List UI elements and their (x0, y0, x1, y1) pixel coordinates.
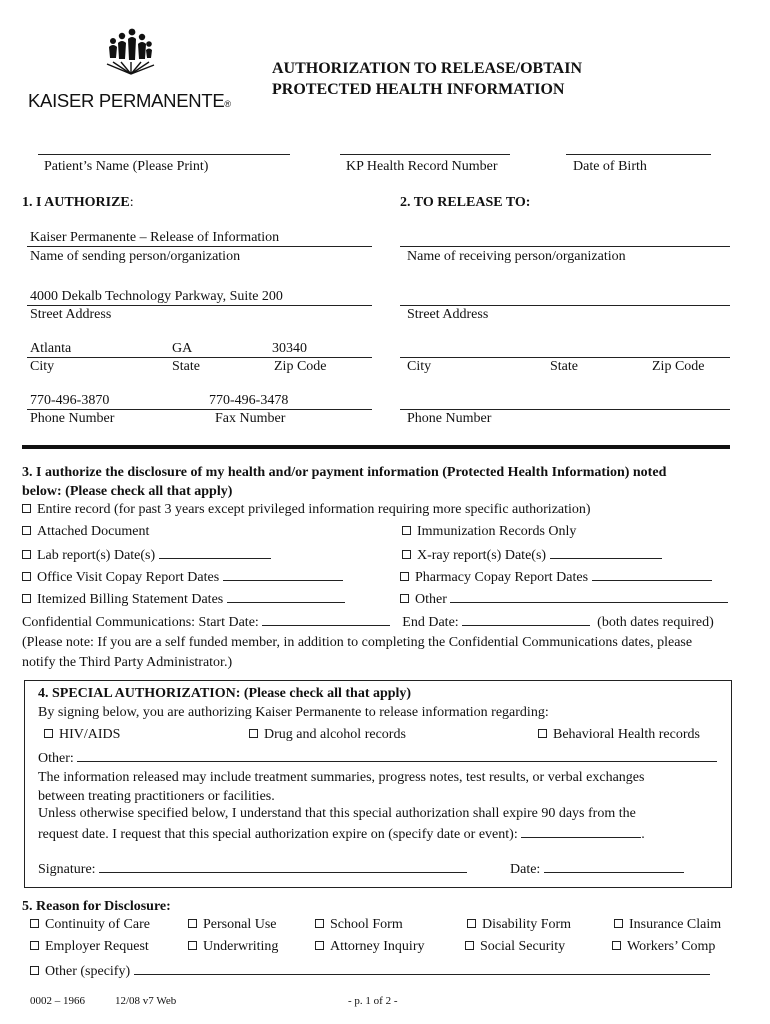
kaiser-permanente-logo-icon (103, 28, 155, 76)
section4-heading: 4. SPECIAL AUTHORIZATION: (Please check all that apply) (38, 686, 412, 701)
attorney-inquiry-checkbox[interactable] (315, 941, 324, 950)
sender-street-field[interactable] (27, 305, 372, 306)
page-number: - p. 1 of 2 - (348, 995, 398, 1007)
lab-report-dates-field[interactable] (159, 546, 271, 559)
immunization-label: Immunization Records Only (417, 524, 577, 539)
registered-mark: ® (224, 99, 231, 109)
date-of-birth-label: Date of Birth (573, 159, 647, 174)
sender-name-field[interactable] (27, 246, 372, 247)
workers-comp-checkbox[interactable] (612, 941, 621, 950)
receiver-name-label: Name of receiving person/organization (407, 249, 626, 264)
form-version: 12/08 v7 Web (115, 995, 177, 1007)
date-row (510, 860, 684, 878)
receiver-phone-label: Phone Number (407, 411, 492, 426)
section4-text-line3: Unless otherwise specified below, I understand that this special authorization shall expire 90 days from the (38, 806, 636, 821)
confidential-communications-row (22, 613, 714, 631)
behavioral-health-checkbox[interactable] (538, 729, 547, 738)
other-reason-field[interactable] (134, 962, 710, 975)
continuity-checkbox[interactable] (30, 919, 39, 928)
office-visit-checkbox[interactable] (22, 572, 31, 581)
entire-record-label: Entire record (for past 3 years except privileged information requiring more specific authorization) (37, 502, 591, 517)
sender-street-value: 4000 Dekalb Technology Parkway, Suite 200 (30, 289, 283, 304)
school-form-option[interactable] (315, 917, 403, 933)
drug-alcohol-label: Drug and alcohol records (264, 727, 406, 742)
other-records-option[interactable] (400, 590, 728, 608)
continuity-label: Continuity of Care (45, 917, 150, 932)
immunization-checkbox[interactable] (402, 526, 411, 535)
attached-document-checkbox[interactable] (22, 526, 31, 535)
conf-end-date-field[interactable] (462, 613, 590, 626)
underwriting-option[interactable] (188, 939, 278, 955)
section4-intro: By signing below, you are authorizing Kaiser Permanente to release information regarding: (38, 705, 549, 720)
other-records-checkbox[interactable] (400, 594, 409, 603)
date-label: Date: (510, 862, 541, 877)
sender-city-value: Atlanta (30, 341, 72, 356)
section1-heading-text: 1. I AUTHORIZE (22, 195, 130, 210)
attorney-inquiry-option[interactable] (315, 939, 424, 955)
form-title-line2: PROTECTED HEALTH INFORMATION (272, 81, 565, 98)
pharmacy-copay-checkbox[interactable] (400, 572, 409, 581)
form-number: 0002 – 1966 (30, 995, 85, 1007)
date-of-birth-field[interactable] (566, 154, 711, 155)
other-reason-checkbox[interactable] (30, 966, 39, 975)
itemized-billing-checkbox[interactable] (22, 594, 31, 603)
conf-end-label: End Date: (402, 615, 459, 630)
section1-heading-colon: : (129, 195, 134, 210)
patient-name-label: Patient’s Name (Please Print) (44, 159, 209, 174)
hiv-aids-option[interactable] (44, 727, 120, 743)
attached-document-option[interactable] (22, 524, 149, 540)
special-other-field[interactable] (77, 749, 717, 762)
lab-report-option[interactable] (22, 546, 271, 564)
continuity-option[interactable] (30, 917, 150, 933)
disability-form-label: Disability Form (482, 917, 572, 932)
xray-report-option[interactable] (402, 546, 662, 564)
sender-city-label: City (30, 359, 55, 374)
xray-report-checkbox[interactable] (402, 550, 411, 559)
sender-name-value: Kaiser Permanente – Release of Information (30, 230, 280, 245)
signature-label: Signature: (38, 862, 96, 877)
section4-text-line2: between treating practitioners or facilities. (38, 789, 275, 804)
other-reason-label: Other (specify) (45, 964, 131, 979)
pharmacy-copay-option[interactable] (400, 568, 712, 586)
pharmacy-copay-label: Pharmacy Copay Report Dates (415, 570, 589, 585)
section4-text-line4 (38, 825, 645, 843)
expire-request-period: . (641, 827, 645, 842)
sender-state-value: GA (172, 341, 193, 356)
sender-fax-label: Fax Number (215, 411, 286, 426)
conf-start-date-field[interactable] (262, 613, 390, 626)
hiv-aids-label: HIV/AIDS (59, 727, 121, 742)
health-record-number-field[interactable] (340, 154, 510, 155)
conf-required-note: (both dates required) (597, 615, 714, 630)
office-visit-option[interactable] (22, 568, 343, 586)
health-record-number-label: KP Health Record Number (346, 159, 498, 174)
insurance-claim-option[interactable] (614, 917, 721, 933)
section3-heading-line1: 3. I authorize the disclosure of my health and/or payment information (Protected Health Information) noted (22, 465, 667, 480)
section4-text-line1: The information released may include treatment summaries, progress notes, test results, or verbal exchanges (38, 770, 645, 785)
other-reason-option[interactable] (30, 962, 710, 980)
receiver-state-label: State (550, 359, 578, 374)
sender-zip-label: Zip Code (274, 359, 327, 374)
receiver-city-state-zip-field[interactable] (400, 357, 730, 358)
lab-report-label: Lab report(s) Date(s) (37, 548, 156, 563)
workers-comp-option[interactable] (612, 939, 715, 955)
section2-heading: 2. TO RELEASE TO: (400, 195, 531, 210)
attached-document-label: Attached Document (37, 524, 150, 539)
logo-wordmark: KAISER PERMANENTE (28, 90, 225, 111)
self-funded-note-line1: (Please note: If you are a self funded member, in addition to completing the Confidential Communications dates, please (22, 635, 693, 650)
drug-alcohol-option[interactable] (249, 727, 406, 743)
disability-form-checkbox[interactable] (467, 919, 476, 928)
receiver-zip-label: Zip Code (652, 359, 705, 374)
behavioral-health-label: Behavioral Health records (553, 727, 700, 742)
disability-form-option[interactable] (467, 917, 571, 933)
section3-heading-line2: below: (Please check all that apply) (22, 484, 233, 499)
self-funded-note-line2: notify the Third Party Administrator.) (22, 655, 233, 670)
insurance-claim-checkbox[interactable] (614, 919, 623, 928)
date-field[interactable] (544, 860, 684, 873)
expire-request-text: request date. I request that this special authorization expire on (specify date or event): (38, 827, 518, 842)
personal-use-checkbox[interactable] (188, 919, 197, 928)
lab-report-checkbox[interactable] (22, 550, 31, 559)
xray-report-dates-field[interactable] (550, 546, 662, 559)
signature-field[interactable] (99, 860, 467, 873)
itemized-billing-dates-field[interactable] (227, 590, 345, 603)
other-records-field[interactable] (450, 590, 728, 603)
receiver-city-label: City (407, 359, 432, 374)
social-security-checkbox[interactable] (465, 941, 474, 950)
sender-state-label: State (172, 359, 200, 374)
expiration-field[interactable] (521, 825, 641, 838)
insurance-claim-label: Insurance Claim (629, 917, 722, 932)
patient-name-field[interactable] (38, 154, 290, 155)
hiv-aids-checkbox[interactable] (44, 729, 53, 738)
underwriting-label: Underwriting (203, 939, 279, 954)
underwriting-checkbox[interactable] (188, 941, 197, 950)
employer-request-option[interactable] (30, 939, 149, 955)
behavioral-health-option[interactable] (538, 727, 700, 743)
itemized-billing-option[interactable] (22, 590, 345, 608)
receiver-street-label: Street Address (407, 307, 489, 322)
xray-report-label: X-ray report(s) Date(s) (417, 548, 547, 563)
special-other-row (38, 749, 717, 767)
sender-name-label: Name of sending person/organization (30, 249, 241, 264)
immunization-option[interactable] (402, 524, 576, 540)
entire-record-option[interactable] (22, 502, 591, 518)
section5-heading: 5. Reason for Disclosure: (22, 899, 171, 914)
pharmacy-copay-dates-field[interactable] (592, 568, 712, 581)
social-security-label: Social Security (480, 939, 566, 954)
entire-record-checkbox[interactable] (22, 504, 31, 513)
school-form-label: School Form (330, 917, 403, 932)
other-records-label: Other (415, 592, 447, 607)
personal-use-label: Personal Use (203, 917, 277, 932)
workers-comp-label: Workers’ Comp (627, 939, 716, 954)
sender-city-state-zip-field[interactable] (27, 357, 372, 358)
section-divider (22, 445, 730, 449)
employer-request-label: Employer Request (45, 939, 149, 954)
receiver-name-field[interactable] (400, 246, 730, 247)
itemized-billing-label: Itemized Billing Statement Dates (37, 592, 224, 607)
school-form-checkbox[interactable] (315, 919, 324, 928)
sender-zip-value: 30340 (272, 341, 307, 356)
section1-heading (22, 195, 134, 211)
drug-alcohol-checkbox[interactable] (249, 729, 258, 738)
special-other-label: Other: (38, 751, 74, 766)
social-security-option[interactable] (465, 939, 565, 955)
sender-phone-value: 770-496-3870 (30, 393, 110, 408)
sender-street-label: Street Address (30, 307, 112, 322)
attorney-inquiry-label: Attorney Inquiry (330, 939, 425, 954)
receiver-street-field[interactable] (400, 305, 730, 306)
company-logo-text (28, 90, 231, 112)
signature-row (38, 860, 467, 878)
employer-request-checkbox[interactable] (30, 941, 39, 950)
conf-start-label: Confidential Communications: Start Date: (22, 615, 259, 630)
personal-use-option[interactable] (188, 917, 277, 933)
office-visit-label: Office Visit Copay Report Dates (37, 570, 220, 585)
receiver-phone-field[interactable] (400, 409, 730, 410)
sender-phone-fax-field[interactable] (27, 409, 372, 410)
form-title-line1: AUTHORIZATION TO RELEASE/OBTAIN (272, 60, 583, 77)
sender-phone-label: Phone Number (30, 411, 115, 426)
office-visit-dates-field[interactable] (223, 568, 343, 581)
sender-fax-value: 770-496-3478 (209, 393, 289, 408)
